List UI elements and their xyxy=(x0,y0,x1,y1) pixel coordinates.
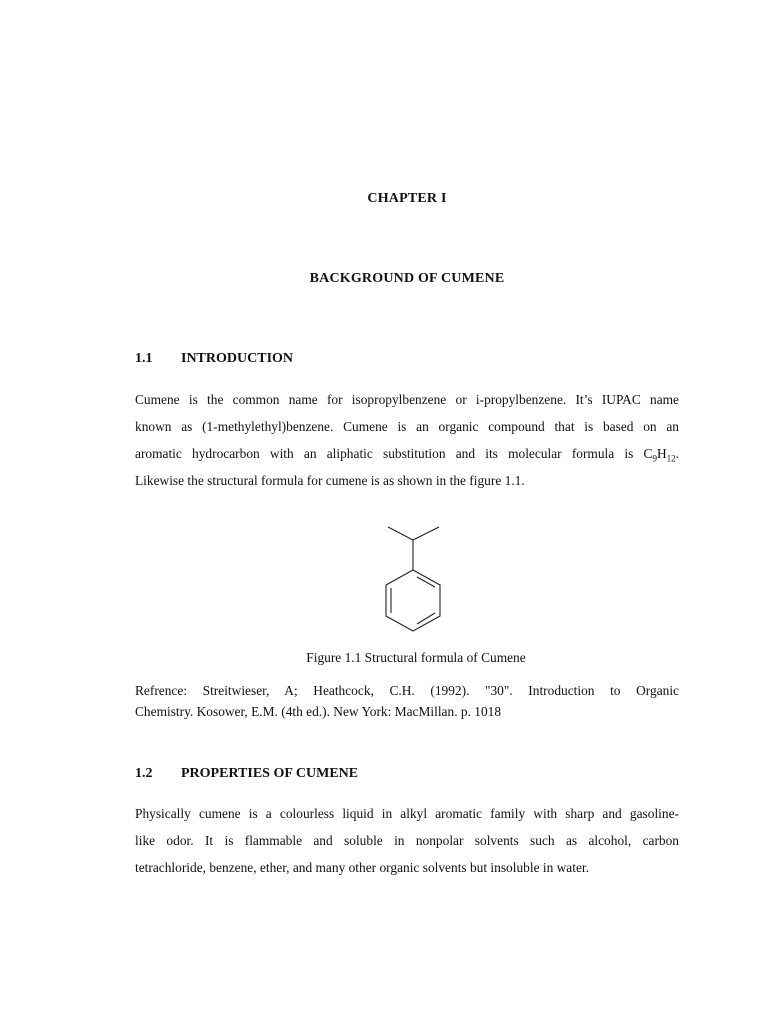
paragraph-line: Physically cumene is a colourless liquid in alkyl aromatic family with sharp and gasoline- xyxy=(135,806,679,821)
introduction-paragraph xyxy=(135,386,679,494)
chapter-title: BACKGROUND OF CUMENE xyxy=(309,271,505,286)
figure-caption: Figure 1.1 Structural formula of Cumene xyxy=(306,650,526,665)
cumene-structure-diagram xyxy=(370,520,460,650)
reference-line: Chemistry. Kosower, E.M. (4th ed.). New York: MacMillan. p. 1018 xyxy=(135,704,502,719)
section-title: INTRODUCTION xyxy=(181,351,294,366)
double-bond xyxy=(417,577,435,587)
formula-subscript: 12 xyxy=(666,453,676,464)
paragraph-line: known as (1-methylethyl)benzene. Cumene is an organic compound that is based on an xyxy=(135,419,679,434)
reference-line: Refrence: Streitwieser, A; Heathcock, C.H. (1992). "30". Introduction to Organic xyxy=(135,683,679,698)
chapter-label: CHAPTER I xyxy=(367,191,447,206)
section-number: 1.2 xyxy=(135,766,153,781)
properties-paragraph xyxy=(135,800,679,881)
formula-subscript: 9 xyxy=(652,453,657,464)
paragraph-line: Cumene is the common name for isopropylbenzene or i-propylbenzene. It’s IUPAC name xyxy=(135,392,679,407)
methyl-bond-right xyxy=(413,527,439,540)
formula-element: H xyxy=(656,446,667,461)
section-heading-properties xyxy=(135,766,358,782)
figure-reference xyxy=(135,680,679,722)
section-number: 1.1 xyxy=(135,351,153,366)
methyl-bond-left xyxy=(388,527,413,540)
paragraph-line: like odor. It is flammable and soluble in nonpolar solvents such as alcohol, carbon xyxy=(135,833,679,848)
paragraph-line: Likewise the structural formula for cumene is as shown in the figure 1.1. xyxy=(135,473,525,488)
paragraph-line-formula xyxy=(135,440,679,467)
section-title: PROPERTIES OF CUMENE xyxy=(181,766,359,781)
double-bond xyxy=(417,613,435,624)
section-heading-introduction xyxy=(135,351,293,367)
paragraph-line: tetrachloride, benzene, ether, and many other organic solvents but insoluble in water. xyxy=(135,860,589,875)
formula-prefix: aromatic hydrocarbon with an aliphatic substitution and its molecular formula is C xyxy=(135,446,653,461)
formula-suffix: . xyxy=(675,446,679,461)
benzene-ring xyxy=(386,570,440,631)
